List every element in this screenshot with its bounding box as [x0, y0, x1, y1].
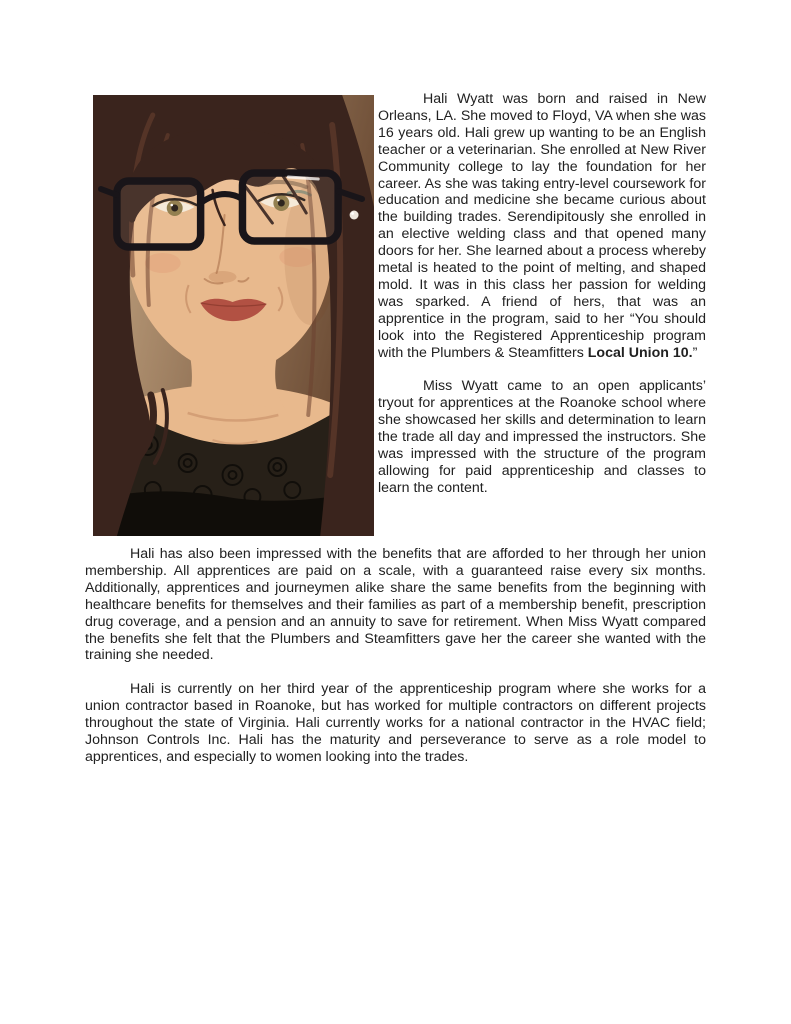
portrait-illustration	[93, 95, 374, 536]
pearl-earring	[350, 211, 359, 220]
paragraph-text: Hali Wyatt was born and raised in New Orleans, LA. She moved to Floyd, VA when she was 16 years old. Hali grew up wanting to be an English teacher or a veterinarian. She enrolled at New River Community college to lay the foundation for her career. As she was taking entry-level coursework for education and medicine she became curious about the building trades. Serendipitously she enrolled in an elective welding class and that opened many doors for her. She learned about a process whereby metal is heated to the point of melting, and shaped mold. It was in this class her passion for welding was sparked. A friend of hers, that was an apprentice in the program, said to her “You should look into the Registered Apprenticeship program with the Plumbers & Steamfitters	[378, 91, 706, 361]
portrait-photo	[93, 95, 374, 536]
paragraph-benefits: Hali has also been impressed with the benefits that are afforded to her through her union membership. All apprentices are paid on a scale, with a guaranteed raise every six months. Additionally, apprentices and journeymen alike share the same benefits from the beginning with healthcare benefits for themselves and their families as part of a membership benefit, prescription drug coverage, and a pension and an annuity to save for retirement. When Miss Wyatt compared the benefits she felt that the Plumbers and Steamfitters gave her the career she wanted with the training she needed.	[85, 546, 706, 664]
closing-quote: ”	[692, 344, 698, 361]
paragraph-current-work: Hali is currently on her third year of the apprenticeship program where she works for a union contractor based in Roanoke, but has worked for multiple contractors on different projects throughout the state of Virginia. Hali currently works for a national contractor in the HVAC field; Johnson Controls Inc. Hali has the maturity and perseverance to serve as a role model to apprentices, and especially to women looking into the trades.	[85, 681, 706, 765]
article-content	[85, 91, 706, 766]
paragraph-tryout: Miss Wyatt came to an open applicants’ tryout for apprentices at the Roanoke school where she showcased her skills and determination to learn the trade all day and impressed the instructors. She was impressed with the structure of the program allowing for paid apprenticeship and classes to learn the content.	[378, 378, 706, 496]
local-union-emphasis: Local Union 10.	[587, 344, 693, 361]
